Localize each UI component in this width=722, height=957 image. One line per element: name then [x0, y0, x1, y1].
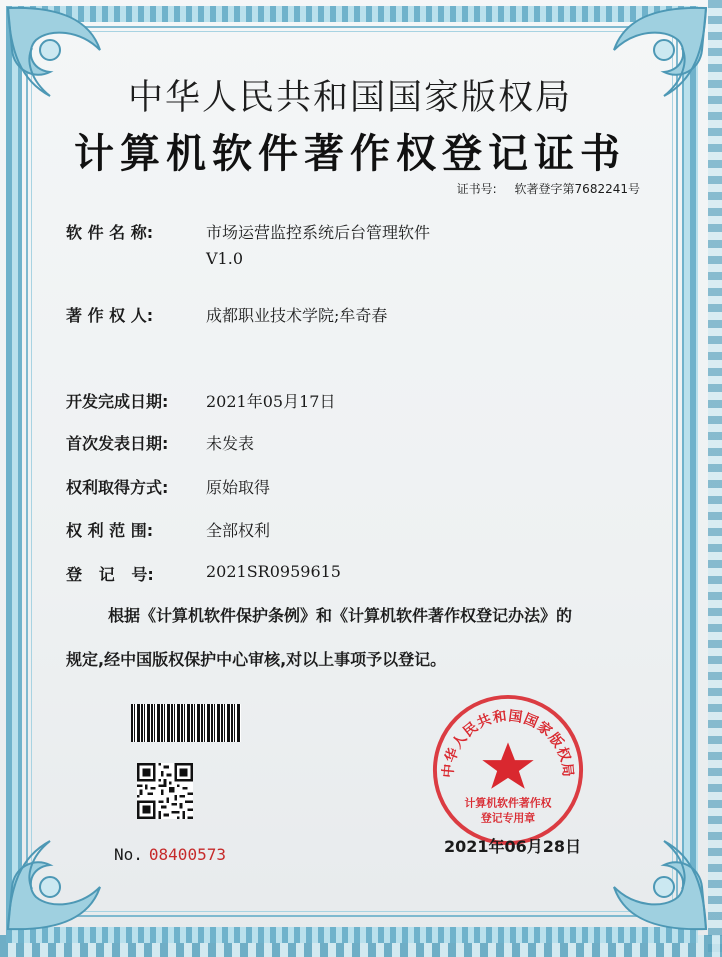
seal-ring-text: 中华人民共和国国家版权局	[440, 708, 576, 779]
publish-date-label: 首次发表日期:	[66, 434, 169, 453]
certificate-number	[457, 180, 640, 197]
dev-date-label: 开发完成日期:	[66, 392, 169, 411]
seal-line-2: 登记专用章	[480, 811, 536, 825]
registration-number-row	[66, 562, 341, 585]
software-name-text: 市场运营监控系统后台管理软件	[206, 223, 431, 242]
corner-ornament	[594, 827, 714, 937]
barcode	[131, 704, 241, 742]
owner-row	[66, 303, 387, 326]
acquire-method-value: 原始取得	[206, 478, 271, 497]
rights-scope-label: 权 利 范 围:	[66, 521, 154, 540]
publish-date-row	[66, 431, 254, 454]
publish-date-value: 未发表	[206, 434, 255, 453]
rights-scope-row	[66, 518, 270, 541]
frame-right-band	[708, 0, 722, 957]
software-version: V1.0	[206, 249, 243, 268]
corner-ornament	[0, 827, 120, 937]
rights-scope-value: 全部权利	[206, 521, 271, 540]
registration-number-value: 2021SR0959615	[206, 562, 341, 581]
dev-date-value: 2021年05月17日	[206, 392, 336, 411]
serial-number-label: No.	[114, 845, 143, 864]
certificate-number-value: 软著登字第7682241号	[514, 182, 640, 196]
owner-value: 成都职业技术学院;牟奇春	[206, 306, 388, 325]
acquire-method-row	[66, 475, 270, 498]
certificate-title: 计算机软件著作权登记证书	[74, 131, 626, 177]
issue-date: 2021年06月28日	[444, 837, 582, 856]
serial-number	[114, 845, 226, 864]
registration-number-label: 登 记 号:	[66, 565, 154, 584]
software-name-label: 软 件 名 称:	[66, 223, 154, 242]
owner-label: 著 作 权 人:	[66, 306, 154, 325]
qr-code	[137, 763, 193, 819]
certificate-number-label: 证书号:	[456, 182, 497, 196]
software-name-row	[66, 220, 430, 268]
statement-line-2: 规定,经中国版权保护中心审核,对以上事项予以登记。	[66, 650, 447, 669]
seal-line-1: 计算机软件著作权	[464, 796, 552, 810]
serial-number-value: 08400573	[148, 845, 226, 864]
issuing-authority: 中华人民共和国国家版权局	[127, 78, 572, 118]
acquire-method-label: 权利取得方式:	[66, 478, 169, 497]
statement-line-1: 根据《计算机软件保护条例》和《计算机软件著作权登记办法》的	[108, 606, 573, 625]
software-name-value	[206, 220, 430, 268]
dev-date-row	[66, 389, 335, 412]
registration-statement	[66, 594, 666, 682]
official-seal	[429, 691, 587, 849]
